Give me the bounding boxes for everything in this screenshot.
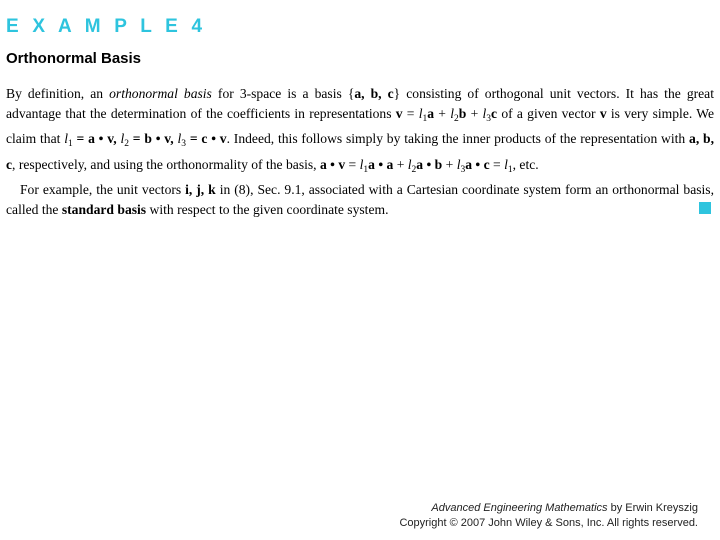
footer [399, 501, 698, 531]
eq-a-dot-v: = a • v, [72, 131, 121, 147]
basis-vectors: a, b, c [354, 86, 394, 101]
equals: = [345, 156, 360, 172]
coef-l: l [450, 105, 455, 121]
subscript-1: 1 [507, 164, 513, 175]
text-run: By definition, an [6, 86, 110, 101]
author: by Erwin Kreyszig [607, 502, 698, 514]
text-run: , etc. [512, 156, 539, 172]
equals: = [489, 156, 505, 172]
coef-l: l [418, 105, 423, 121]
equals: = [402, 105, 419, 121]
vector-c: c [491, 105, 498, 121]
term-standard-basis: standard basis [61, 201, 147, 217]
subscript-3: 3 [181, 139, 187, 150]
subscript-1: 1 [422, 113, 428, 124]
unit-vectors: i, j, k [185, 182, 216, 198]
text-run: for 3-space is a basis { [211, 86, 355, 101]
vector-a: a [427, 105, 435, 121]
basis-vectors: a, b, c [6, 131, 714, 172]
eq-c-dot-v: = c • v [186, 131, 227, 147]
subscript-2: 2 [124, 139, 129, 150]
coef-l: l [177, 131, 182, 147]
subscript-3: 3 [486, 113, 492, 124]
eq-b-dot-v: = b • v, [129, 131, 178, 147]
coef-l: l [504, 156, 508, 172]
subscript-1: 1 [67, 139, 73, 150]
coef-l: l [359, 156, 364, 172]
term-orthonormal-basis: orthonormal basis [109, 86, 212, 101]
vector-v: v [395, 105, 403, 121]
text-run: with respect to the given coordinate system. [146, 201, 389, 217]
footer-credit [399, 501, 698, 516]
coef-l: l [456, 156, 461, 172]
text-run: , respectively, and using the orthonormality of the basis, [12, 156, 320, 172]
coef-l: l [120, 131, 125, 147]
section-title: Orthonormal Basis [6, 50, 142, 67]
subscript-3: 3 [460, 164, 466, 175]
text-run: in (8), Sec. 9.1, associated with a Cartesian coordinate system form an orthonormal basis, called the [6, 182, 714, 217]
copyright: Copyright © 2007 John Wiley & Sons, Inc. All rights reserved. [399, 517, 698, 529]
body-text [6, 84, 714, 220]
plus: + [434, 105, 451, 121]
subscript-1: 1 [363, 164, 369, 175]
vector-b: b [458, 105, 467, 121]
dot-a-b: a • b [416, 156, 443, 172]
dot-a-a: a • a [368, 156, 394, 172]
paragraph-definition [6, 84, 714, 180]
subscript-2: 2 [411, 164, 417, 175]
plus: + [466, 105, 483, 121]
text-run: is very simple. We claim that [6, 105, 715, 147]
plus: + [442, 156, 457, 172]
subscript-2: 2 [454, 113, 459, 124]
example-label: E X A M P L E 4 [6, 16, 207, 37]
book-title: Advanced Engineering Mathematics [431, 502, 608, 514]
coef-l: l [64, 131, 68, 147]
dot-a-v: a • v [319, 156, 346, 172]
paragraph-example [6, 180, 714, 219]
coef-l: l [482, 105, 487, 121]
text-run: . Indeed, this follows simply by taking the inner products of the representation with [226, 131, 690, 147]
plus: + [393, 156, 408, 172]
dot-a-c: a • c [465, 156, 490, 172]
text-run: For example, the unit vectors [20, 182, 186, 198]
coef-l: l [407, 156, 412, 172]
text-run: of a given vector [497, 105, 600, 121]
text-run: } consisting of orthogonal unit vectors. It has the great advantage that the determination of the coefficients in representations [6, 86, 714, 121]
vector-v: v [599, 105, 607, 121]
end-of-example-square-icon [699, 202, 711, 214]
